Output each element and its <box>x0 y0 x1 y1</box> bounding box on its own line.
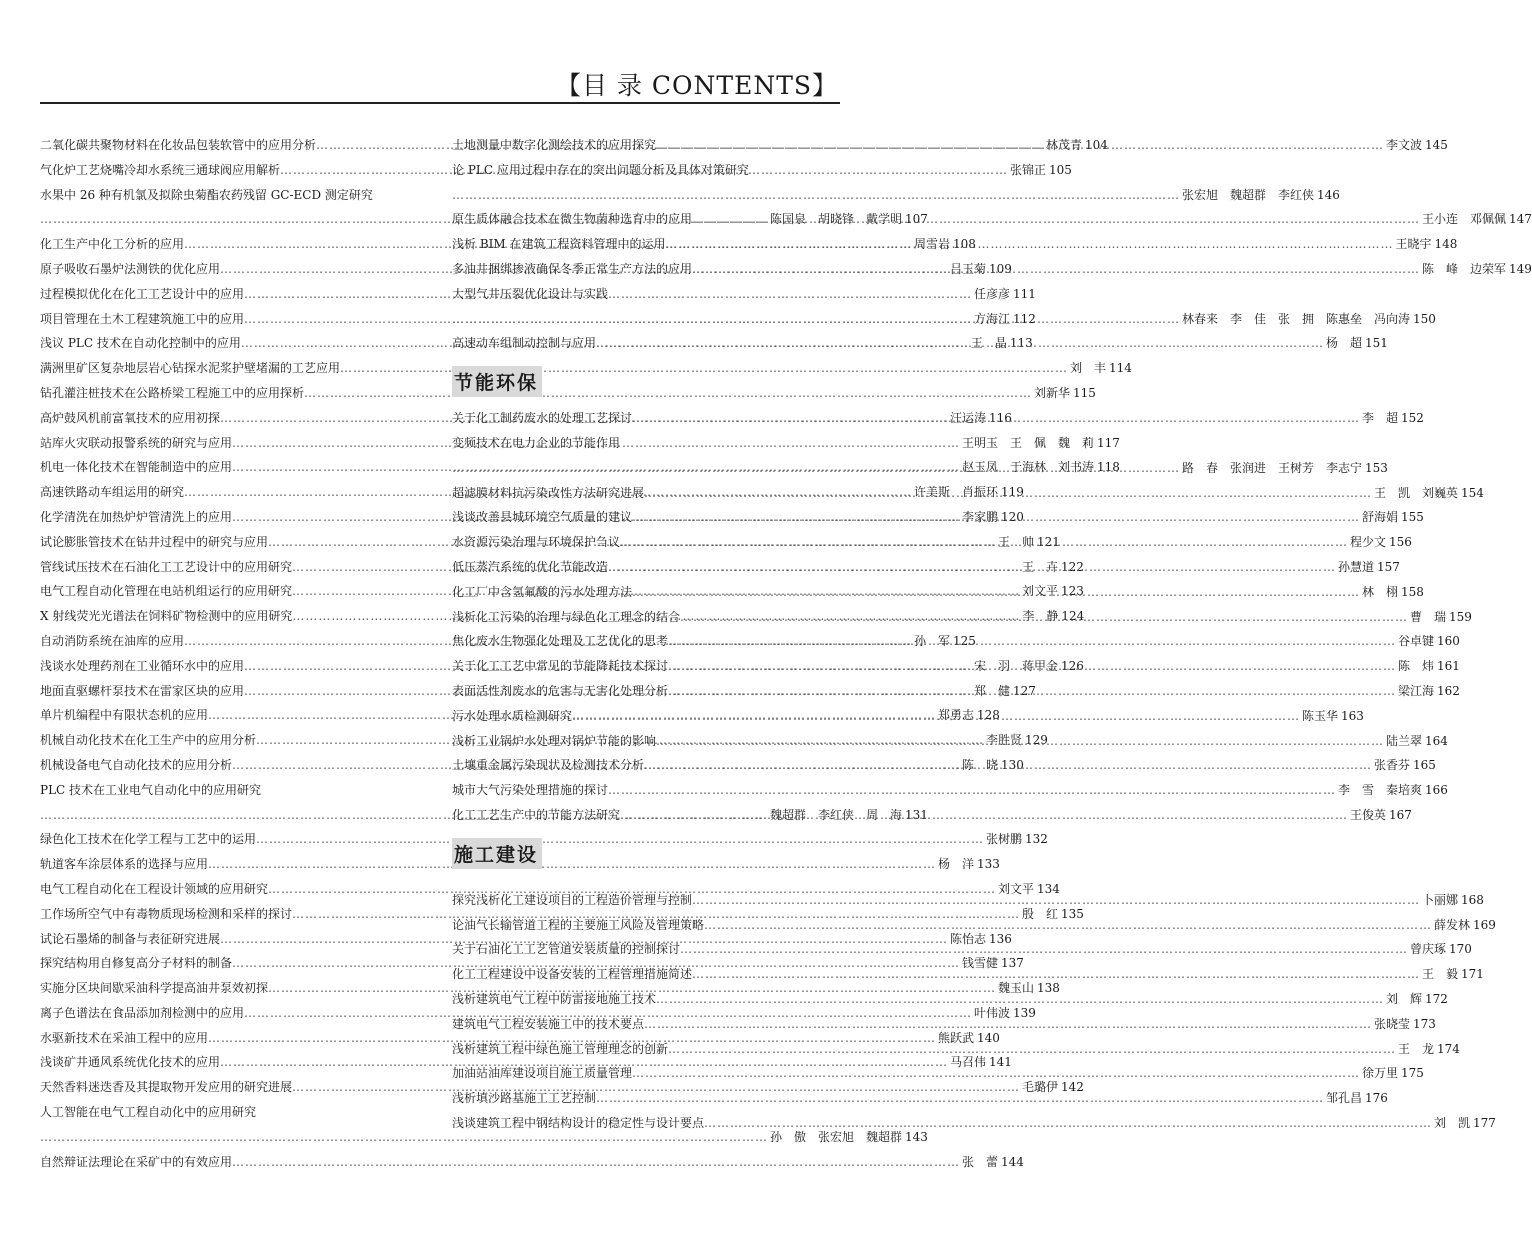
toc-entry-title: 土地测量中数字化测绘技术的应用探究 <box>452 138 657 152</box>
toc-entry-authors: 王小连 邓佩佩 <box>1422 212 1507 227</box>
toc-entry-page: 147 <box>1509 212 1532 227</box>
dot-leader <box>704 913 1432 938</box>
toc-entry-title: 站库火灾联动报警系统的研究与应用 <box>40 435 233 450</box>
toc-entry-page: 176 <box>1365 1091 1388 1106</box>
toc-entry-title: 机电一体化技术在智能制造中的应用 <box>40 460 233 475</box>
toc-entry-title: 水驱新技术在采油工程中的应用 <box>40 1030 209 1045</box>
toc-entry-page: 145 <box>1425 138 1448 152</box>
toc-entry-page: 175 <box>1401 1066 1424 1081</box>
dot-leader <box>668 629 1396 654</box>
toc-entry-authors: 陈 晓 <box>962 757 999 772</box>
toc-entry-title: 过程模拟优化在化工工艺设计中的应用 <box>40 286 245 301</box>
toc-entry-authors: 杨 超 <box>1326 336 1363 351</box>
toc-entry-authors: 王俊英 <box>1350 807 1387 822</box>
toc-entry-page: 144 <box>1001 1154 1024 1169</box>
toc-entry-authors: 徐万里 <box>1362 1066 1399 1081</box>
toc-entry-authors: 刘文平 <box>1022 584 1059 599</box>
toc-entry-page: 131 <box>905 807 928 822</box>
toc-entry-page: 135 <box>1061 906 1084 921</box>
toc-entry-page: 177 <box>1473 1115 1496 1130</box>
dot-leader <box>232 1150 960 1175</box>
dot-leader <box>608 555 1336 580</box>
toc-entry-title: 关于石油化工工艺管道安装质量的控制探讨 <box>452 942 681 957</box>
toc-entry-page: 149 <box>1509 261 1532 276</box>
toc-entry-title: 电气工程自动化管理在电站机组运行的应用研究 <box>40 584 293 599</box>
toc-entry-authors: 汪运涛 <box>950 410 987 425</box>
toc-entry-title: 试论石墨烯的制备与表征研究进展 <box>40 931 221 946</box>
dot-leader <box>656 729 1384 754</box>
toc-entry-authors: 李 静 <box>1022 609 1059 624</box>
toc-entry-authors: 任彦彦 <box>974 286 1011 301</box>
toc-entry[interactable] <box>452 1111 1496 1136</box>
toc-entry-page: 139 <box>1013 1005 1036 1020</box>
dot-leader <box>644 481 1372 506</box>
toc-entry-authors: 宋 羽 蒋甲金 <box>974 658 1059 673</box>
toc-entry-page: 133 <box>977 857 1000 872</box>
toc-entry-authors: 王 卉 <box>1022 559 1059 574</box>
toc-entry-page: 104 <box>1085 138 1108 152</box>
toc-entry[interactable] <box>452 778 1448 803</box>
toc-entry-title: 试论膨胀管技术在钻井过程中的研究与应用 <box>40 534 269 549</box>
toc-entry-title: 自然辩证法理论在采矿中的有效应用 <box>40 1154 233 1169</box>
toc-entry-authors: 薛发林 <box>1434 917 1471 932</box>
toc-entry-authors: 孙 傲 张宏旭 魏超群 <box>770 1129 903 1144</box>
toc-entry-page: 158 <box>1401 584 1424 599</box>
toc-entry-page: 114 <box>1109 361 1132 376</box>
toc-entry[interactable] <box>40 455 1120 480</box>
toc-entry-authors: 李文波 <box>1386 138 1423 152</box>
toc-entry-authors: 郑 健 <box>974 683 1011 698</box>
toc-entry-title[interactable]: PLC 技术在工业电气自动化中的应用研究 <box>40 782 262 797</box>
toc-entry-title: 加油站油库建设项目施工质量管理 <box>452 1066 633 1081</box>
toc-entry-page: 128 <box>977 708 1000 723</box>
dot-leader <box>656 987 1384 1012</box>
toc-entry-title: 满洲里矿区复杂地层岩心钻探水泥浆护壁堵漏的工艺应用 <box>40 361 341 376</box>
toc-entry-title: 浅析填沙路基施工工艺控制 <box>452 1091 597 1106</box>
toc-entry-authors: 王 凯 刘巍英 <box>1374 485 1459 500</box>
toc-entry-title: 原子吸收石墨炉法测铁的优化应用 <box>40 261 221 276</box>
toc-entry-page: 127 <box>1013 683 1036 698</box>
toc-entry-page: 168 <box>1461 892 1484 907</box>
toc-entry[interactable] <box>40 1150 1024 1175</box>
toc-entry-title: 探究浅析化工建设项目的工程造价管理与控制 <box>452 892 693 907</box>
dot-leader <box>668 1037 1396 1062</box>
toc-entry-title: 钻孔灌注桩技术在公路桥梁工程施工中的应用探析 <box>40 385 305 400</box>
toc-entry-page: 121 <box>1037 534 1060 549</box>
dot-leader <box>596 1086 1324 1111</box>
toc-entry-authors: 周雪岩 <box>914 237 951 252</box>
toc-entry-authors: 张 蕾 <box>962 1154 999 1169</box>
dot-leader <box>644 753 1372 778</box>
toc-entry-page: 172 <box>1425 991 1448 1006</box>
toc-entry-authors: 王 毅 <box>1422 967 1459 982</box>
toc-entry-title[interactable]: 论 PLC 应用过程中存在的突出问题分析及具体对策研究 <box>452 162 749 177</box>
toc-entry-page: 140 <box>977 1030 1000 1045</box>
dot-leader <box>632 580 1360 605</box>
toc-entry-page: 150 <box>1413 311 1436 326</box>
contents-header <box>40 62 840 106</box>
toc-entry-page: 137 <box>1001 956 1024 971</box>
toc-entry-page: 169 <box>1473 917 1496 932</box>
toc-entry-authors: 卜丽娜 <box>1422 892 1459 907</box>
toc-entry-title: 关于化工工艺中常见的节能降耗技术探讨 <box>452 659 669 674</box>
toc-entry-title: 表面活性剂废水的危害与无害化处理分析 <box>452 683 669 698</box>
toc-entry-title: 浅析化工污染的治理与绿色化工理念的结合 <box>452 609 681 624</box>
toc-entry-authors: 李 雪 秦培爽 <box>1338 783 1423 798</box>
toc-entry-page: 111 <box>1013 286 1036 301</box>
toc-entry-page: 170 <box>1449 942 1472 957</box>
toc-entry-title: 浅谈水处理药剂在工业循环水中的应用 <box>40 658 245 673</box>
toc-entry-page: 148 <box>1434 237 1458 252</box>
toc-entry-authors: 张晓莹 <box>1374 1016 1411 1031</box>
toc-entry-title: 浅析工业锅炉水处理对锅炉节能的影响 <box>452 733 657 748</box>
toc-entry-page: 115 <box>1073 385 1096 400</box>
toc-entry-page: 123 <box>1061 584 1084 599</box>
header-rule <box>40 102 840 104</box>
toc-entry-page: 122 <box>1061 559 1084 574</box>
section-construction <box>452 828 848 888</box>
toc-entry-page: 146 <box>1317 187 1340 202</box>
toc-entry-title: 气化炉工艺烧嘴冷却水系统三通球阀应用解析 <box>40 162 281 177</box>
toc-entry-title: 化工生产中化工分析的应用 <box>40 237 185 252</box>
toc-entry-title: 浅议 PLC 技术在自动化控制中的应用 <box>40 336 241 351</box>
toc-entry-authors: 郑勇志 <box>938 708 975 723</box>
toc-entry-authors: 刘 丰 <box>1070 361 1107 376</box>
section-energy <box>452 356 848 406</box>
toc-entry-title: 化工工艺生产中的节能方法研究 <box>452 807 621 822</box>
toc-entry-title: 实施分区块间歇采油科学提高油井泵效初探 <box>40 981 269 996</box>
toc-entry-page: 143 <box>905 1129 928 1144</box>
toc-entry-title: 离子色谱法在食品添加剂检测中的应用 <box>40 1005 245 1020</box>
toc-entry-page: 107 <box>905 212 928 227</box>
toc-entry-authors: 叶伟波 <box>974 1005 1011 1020</box>
toc-entry-page: 154 <box>1461 485 1484 500</box>
toc-entry-title[interactable]: 大型气井压裂优化设计与实践 <box>452 286 609 301</box>
toc-entry-authors: 魏超群 李红侠 周 海 <box>770 807 903 822</box>
toc-entry-page: 118 <box>1097 460 1120 475</box>
toc-entry-title: 浅谈改善县城环境空气质量的建议 <box>452 510 633 525</box>
dot-leader <box>704 1111 1432 1136</box>
toc-entry-authors: 路 春 张润进 王树芳 李志宁 <box>1182 460 1363 475</box>
toc-entry-page: 136 <box>989 931 1012 946</box>
toc-entry-page: 134 <box>1037 881 1060 896</box>
toc-entry[interactable] <box>40 356 1132 381</box>
toc-entry-page: 130 <box>1001 757 1024 772</box>
toc-entry-authors: 陈玉华 <box>1302 708 1339 723</box>
toc-entry-authors: 张树鹏 <box>986 832 1023 847</box>
toc-entry-page: 162 <box>1437 683 1460 698</box>
toc-entry[interactable] <box>40 307 1036 332</box>
toc-entry-authors: 林 栩 <box>1362 584 1399 599</box>
dot-leader <box>596 331 1324 356</box>
toc-entry-title: 轨道客车涂层体系的选择与应用 <box>40 857 209 872</box>
toc-entry-authors: 刘新华 <box>1034 385 1071 400</box>
dot-leader <box>452 307 1180 332</box>
toc-entry-page: 138 <box>1037 981 1060 996</box>
toc-entry-authors: 毛璐伊 <box>1022 1080 1059 1095</box>
toc-entry-authors: 谷卓键 <box>1398 634 1435 649</box>
toc-entry-title: 探究结构用自修复高分子材料的制备 <box>40 956 233 971</box>
toc-entry-authors: 殷 红 <box>1022 906 1059 921</box>
section-title-energy: 节能环保 <box>452 366 542 397</box>
toc-entry-authors: 刘 凯 <box>1434 1115 1471 1130</box>
toc-entry-authors: 许美斯 肖振环 <box>914 485 999 500</box>
dot-leader <box>644 1012 1372 1037</box>
dot-leader <box>572 704 1300 729</box>
toc-entry-title: 项目管理在土木工程建筑施工中的应用 <box>40 311 245 326</box>
toc-entry-authors: 舒海娟 <box>1362 510 1399 525</box>
toc-entry-page: 167 <box>1389 807 1412 822</box>
toc-entry-page: 116 <box>989 410 1012 425</box>
dot-leader <box>692 207 1420 232</box>
toc-entry-title: 建筑电气工程安装施工中的技术要点 <box>452 1016 645 1031</box>
toc-entry-page: 166 <box>1425 783 1448 798</box>
toc-entry-page: 151 <box>1365 336 1388 351</box>
toc-entry-authors: 吕玉菊 <box>950 261 987 276</box>
toc-entry-authors: 陆兰翠 <box>1386 733 1423 748</box>
toc-entry-title: 浅谈建筑工程中钢结构设计的稳定性与设计要点 <box>452 1115 705 1130</box>
toc-entry-title: 浅析 BIM 在建筑工程资料管理中的运用 <box>452 237 666 252</box>
toc-entry-page: 171 <box>1461 967 1484 982</box>
toc-entry-page: 159 <box>1449 609 1472 624</box>
toc-entry-title: 高速动车组制动控制与应用 <box>452 336 597 351</box>
toc-entry-authors: 赵玉凤 于海林 刘书涛 <box>962 460 1095 475</box>
section-title-construction: 施工建设 <box>452 838 542 869</box>
dot-leader <box>692 962 1420 987</box>
toc-entry-title: 自动消防系统在油库的应用 <box>40 633 185 648</box>
toc-entry-page: 157 <box>1377 559 1400 574</box>
toc-entry-authors: 李胜贤 <box>986 733 1023 748</box>
toc-entry-page: 153 <box>1365 460 1388 475</box>
toc-entry-title: 关于化工制药废水的处理工艺探讨 <box>452 411 633 426</box>
contents-title: 【目 录 CONTENTS】 <box>556 71 838 100</box>
toc-entry-title: 绿色化工技术在化学工程与工艺中的运用 <box>40 832 257 847</box>
toc-entry-page: 119 <box>1001 485 1024 500</box>
toc-entry-title: 地面直驱螺杆泵技术在雷家区块的应用 <box>40 683 245 698</box>
toc-entry-authors: 曹 瑞 <box>1410 609 1447 624</box>
toc-entry-page: 124 <box>1061 609 1085 624</box>
toc-entry-authors: 刘文平 <box>998 881 1035 896</box>
toc-entry-title: 超滤膜材料抗污染改性方法研究进展 <box>452 485 645 500</box>
toc-entry-page: 164 <box>1425 733 1448 748</box>
toc-entry-authors: 张宏旭 魏超群 李红侠 <box>1182 187 1315 202</box>
toc-entry-title[interactable]: 人工智能在电气工程自动化中的应用研究 <box>40 1105 257 1120</box>
toc-entry-authors: 王 龙 <box>1398 1041 1435 1056</box>
toc-entry-title: 论油气长输管道工程的主要施工风险及管理策略 <box>452 917 705 932</box>
toc-entry-title[interactable]: 水果中 26 种有机氯及拟除虫菊酯农药残留 GC-ECD 测定研究 <box>40 187 373 202</box>
dot-leader <box>452 456 1180 481</box>
toc-entry-title: 天然香料迷迭香及其提取物开发应用的研究进展 <box>40 1080 293 1095</box>
toc-entry-title: 二氧化碳共聚物材料在化妆品包装软管中的应用分析 <box>40 138 317 152</box>
toc-entry-page: 117 <box>1097 435 1120 450</box>
toc-entry-authors: 魏玉山 <box>998 981 1035 996</box>
dot-leader <box>680 937 1408 962</box>
dot-leader <box>632 406 1360 431</box>
toc-entry-title: 浅析建筑电气工程中防雷接地施工技术 <box>452 991 657 1006</box>
toc-entry-title[interactable]: 变频技术在电力企业的节能作用 <box>452 435 621 450</box>
toc-entry-authors: 熊跃武 <box>938 1030 975 1045</box>
toc-entry-authors: 杨 洋 <box>938 857 975 872</box>
toc-entry-page: 112 <box>1013 311 1036 326</box>
toc-entry-authors: 王明玉 王 佩 魏 莉 <box>962 435 1095 450</box>
toc-entry-page: 105 <box>1049 162 1072 177</box>
toc-entry-page: 160 <box>1437 634 1460 649</box>
toc-entry-authors: 陈 峰 边荣军 <box>1422 261 1507 276</box>
toc-entry-authors: 王 帅 <box>998 534 1035 549</box>
toc-entry[interactable] <box>40 827 1048 852</box>
toc-entry-authors: 孙慧道 <box>1338 559 1375 574</box>
toc-entry-authors: 程少文 <box>1350 535 1387 550</box>
toc-entry-authors: 林春来 李 佳 张 拥 陈惠垒 冯向涛 <box>1182 311 1411 326</box>
toc-entry-title: 水资源污染治理与环境保护刍议 <box>452 535 621 550</box>
toc-entry-page: 174 <box>1437 1041 1460 1056</box>
toc-entry-title: 化工厂中含氢氟酸的污水处理方法 <box>452 584 633 599</box>
toc-entry-title: 化学清洗在加热炉炉管清洗上的应用 <box>40 509 233 524</box>
toc-entry[interactable] <box>452 183 1340 208</box>
dot-leader <box>620 803 1348 828</box>
toc-entry-page: 132 <box>1025 832 1048 847</box>
toc-entry-authors: 钱雪健 <box>962 956 999 971</box>
toc-entry-authors: 方海江 <box>974 311 1011 326</box>
toc-entry-page: 141 <box>989 1055 1012 1070</box>
toc-entry-authors: 林茂青 <box>1046 138 1083 152</box>
dot-leader <box>665 232 1393 257</box>
toc-entry-title: 多油井捆绑掺液确保冬季正常生产方法的应用 <box>452 261 693 276</box>
toc-entry-authors: 孙 军 <box>914 633 951 648</box>
toc-entry-title: 原生质体融合技术在微生物菌种选育中的应用 <box>452 212 693 227</box>
toc-entry-title: 浅谈矿井通风系统优化技术的应用 <box>40 1055 221 1070</box>
toc-entry-title: 管线试压技术在石油化工工艺设计中的应用研究 <box>40 559 293 574</box>
toc-entry-page: 120 <box>1001 509 1024 524</box>
toc-entry-page: 173 <box>1413 1016 1436 1031</box>
dot-leader <box>632 1061 1360 1086</box>
toc-entry-title: 浅析建筑工程中绿色施工管理理念的创新 <box>452 1041 669 1056</box>
dot-leader <box>632 505 1360 530</box>
toc-entry-page: 108 <box>953 237 976 252</box>
toc-entry-authors: 陈怡志 <box>950 931 987 946</box>
toc-entry-authors: 马召伟 <box>950 1055 987 1070</box>
dot-leader <box>620 530 1348 555</box>
toc-entry-page: 109 <box>989 261 1012 276</box>
toc-entry-title: 低压蒸汽系统的优化节能改造 <box>452 559 609 574</box>
toc-entry-title: 化工工程建设中设备安装的工程管理措施简述 <box>452 967 693 982</box>
toc-entry-authors: 王 晶 <box>970 336 1007 351</box>
dot-leader <box>656 133 1384 158</box>
toc-entry-authors: 张香芬 <box>1374 758 1411 773</box>
toc-entry-page: 113 <box>1009 336 1033 351</box>
toc-entry-authors: 梁江海 <box>1398 683 1435 698</box>
toc-entry-page: 142 <box>1061 1080 1084 1095</box>
toc-entry-page: 165 <box>1413 758 1436 773</box>
dot-leader <box>692 888 1420 913</box>
toc-entry-title: 电气工程自动化在工程设计领域的应用研究 <box>40 881 269 896</box>
toc-entry-page: 163 <box>1341 708 1364 723</box>
toc-entry-title: 土壤重金属污染现状及检测技术分析 <box>452 758 645 773</box>
toc-entry-authors: 陈国泉 胡晓锋 戴学明 <box>770 212 903 227</box>
toc-entry-title: 机械自动化技术在化工生产中的应用分析 <box>40 733 257 748</box>
toc-entry-page: 125 <box>953 633 976 648</box>
toc-entry-authors: 刘 辉 <box>1386 991 1423 1006</box>
toc-entry[interactable] <box>40 1125 928 1150</box>
toc-entry-title: 高炉鼓风机前富氧技术的应用初探 <box>40 410 221 425</box>
dot-leader <box>692 257 1420 282</box>
toc-entry-authors: 李 超 <box>1362 411 1399 426</box>
toc-entry-title: 污水处理水质检测研究 <box>452 708 573 723</box>
dot-leader <box>680 605 1408 630</box>
toc-entry-page: 129 <box>1025 733 1048 748</box>
dot-leader <box>452 183 1180 208</box>
toc-entry-authors: 陈 炜 <box>1398 659 1435 674</box>
toc-entry-title: 城市大气污染处理措施的探讨 <box>452 783 609 798</box>
dot-leader <box>608 778 1336 803</box>
toc-entry-page: 155 <box>1401 510 1424 525</box>
toc-entry-title: 高速铁路动车组运用的研究 <box>40 485 185 500</box>
toc-entry-page: 152 <box>1401 411 1424 426</box>
toc-entry-authors: 李家鹏 <box>962 509 999 524</box>
toc-entry-page: 156 <box>1389 535 1412 550</box>
toc-entry-authors: 曾庆琢 <box>1410 942 1447 957</box>
toc-entry-title: X 射线荧光光谱法在饲料矿物检测中的应用研究 <box>40 609 293 624</box>
toc-entry-title: 焦化废水生物强化处理及工艺优化的思考 <box>452 634 669 649</box>
toc-entry-title: 工作场所空气中有毒物质现场检测和采样的探讨 <box>40 906 293 921</box>
toc-entry-authors: 张锦正 <box>1010 162 1047 177</box>
dot-leader <box>668 654 1396 679</box>
toc-entry-title: 机械设备电气自动化技术的应用分析 <box>40 757 233 772</box>
toc-entry-authors: 邹孔昌 <box>1326 1091 1363 1106</box>
toc-entry-title: 单片机编程中有限状态机的应用 <box>40 708 209 723</box>
toc-entry-page: 126 <box>1061 658 1084 673</box>
dot-leader <box>668 679 1396 704</box>
toc-entry-page: 161 <box>1437 659 1460 674</box>
toc-entry-authors: 王晓宇 <box>1395 237 1432 252</box>
